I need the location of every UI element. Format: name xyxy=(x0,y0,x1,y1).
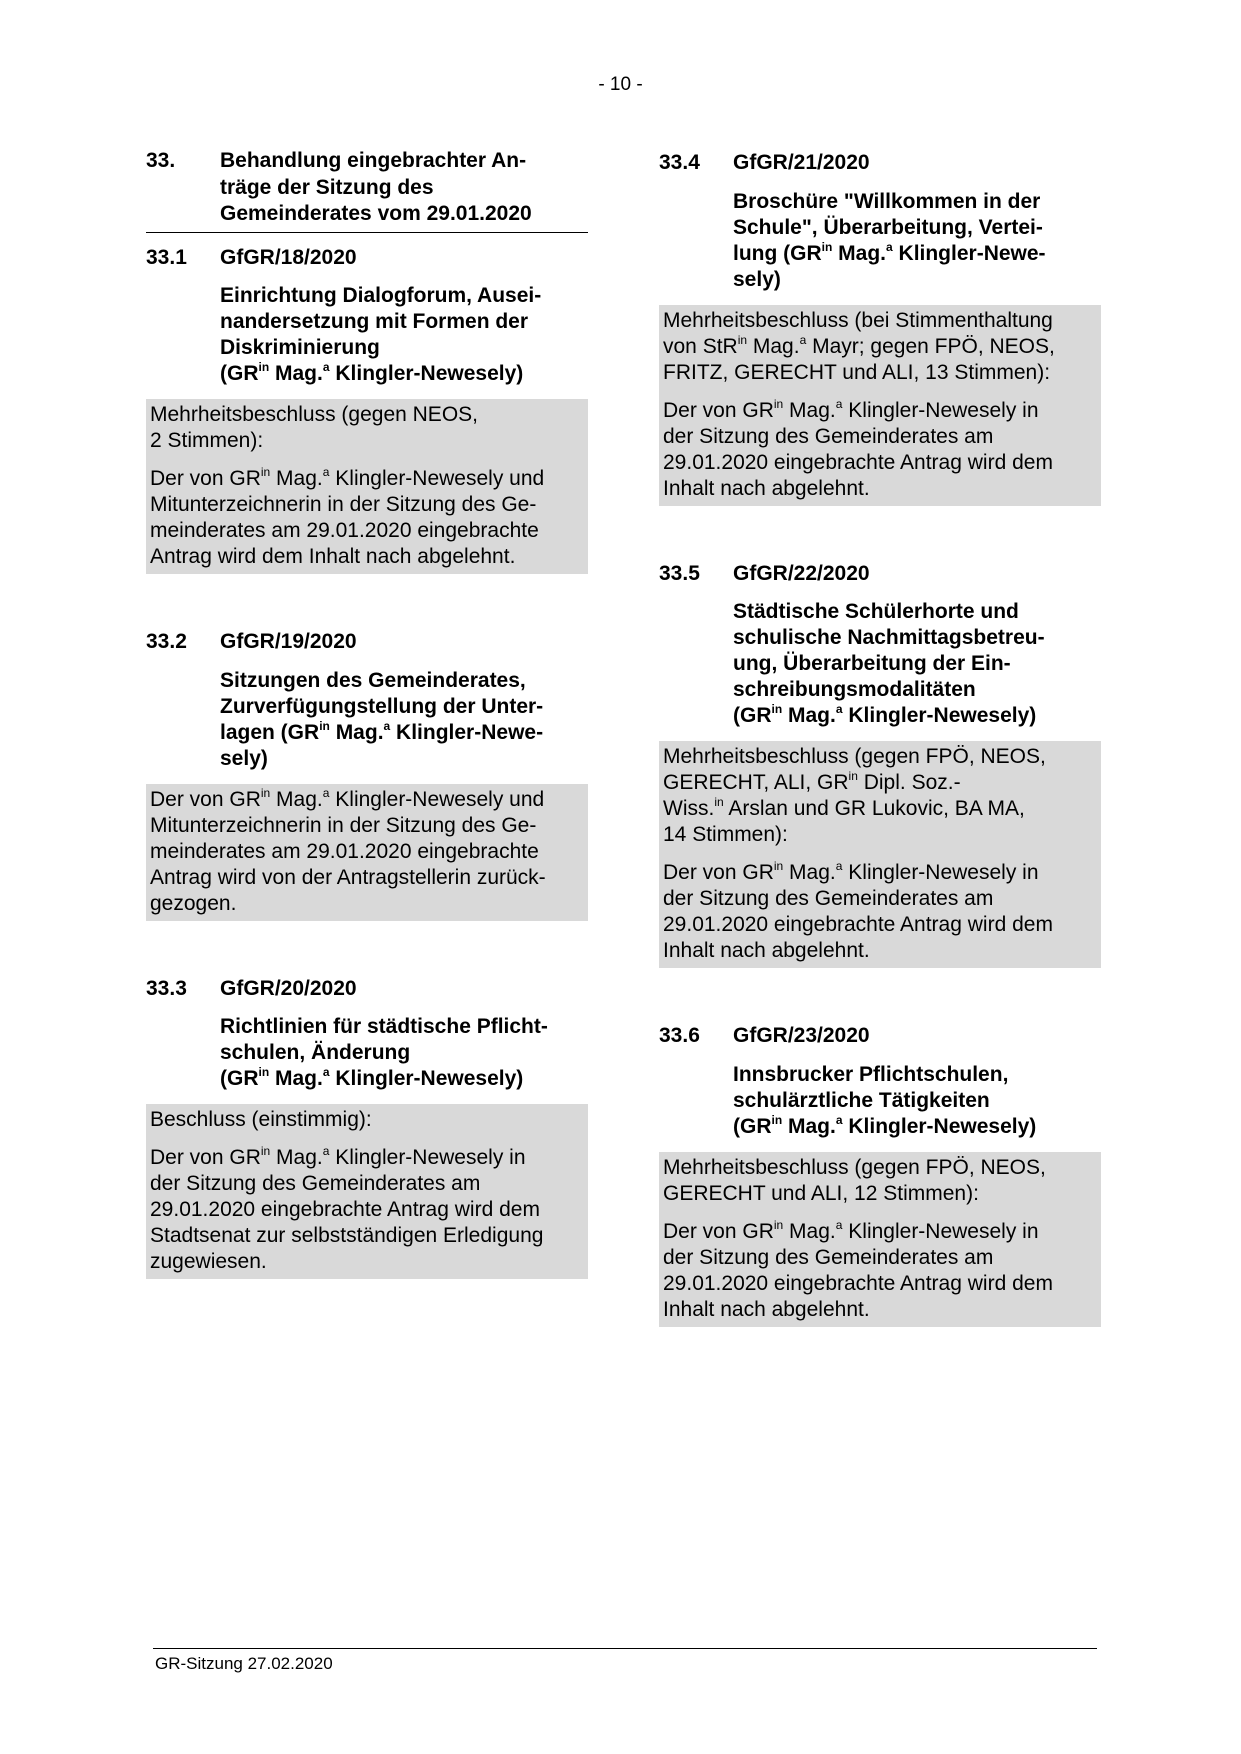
item-number: 33.2 xyxy=(146,630,187,653)
item-number: 33.3 xyxy=(146,976,187,1000)
decision-text: Mehrheitsbeschluss (gegen FPÖ, NEOS, xyxy=(663,1155,1046,1179)
item-heading xyxy=(146,245,588,272)
item-heading xyxy=(659,1023,1101,1050)
section-title: Behandlung eingebrachter An- träge der Sitzung des Gemeinderates vom 29.01.2020 xyxy=(220,149,532,225)
decision-box: Der von $GR^{in}$ Mag.$^a$ Klingler-Newesely und Mitunterzeichnerin in der Sitzung des Ge- meinderates am 29.01.2020 eingebrachte Antrag wird von der Antragstellerin zurück- gezogen. xyxy=(146,784,588,921)
agenda-item-33-1 xyxy=(146,245,588,575)
item-heading xyxy=(659,561,1101,588)
footer-divider xyxy=(153,1648,1097,1649)
item-number: 33.6 xyxy=(659,1024,700,1047)
agenda-item-33-4 xyxy=(659,150,1101,506)
resolution-text: Der von $GR^{in}$ Mag.$^a$ Klingler-Newesely und xyxy=(150,785,545,811)
resolution-text: Der von $GR^{in}$ Mag.$^a$ Klingler-Newesely und xyxy=(150,465,545,490)
decision-text: Mehrheitsbeschluss (bei Stimmenthaltung xyxy=(663,308,1053,332)
agenda-item-33-5 xyxy=(659,561,1101,969)
item-heading xyxy=(146,629,588,656)
item-number: 33.4 xyxy=(659,151,700,174)
resolution-text: Der von $GR^{in}$ Mag.$^a$ Klingler-Newesely in xyxy=(663,1217,1039,1243)
item-title: Sitzungen des Gemeinderates, Zurverfügungstellung der Unter- lagen ($GR^{in}$ Mag.$^a$ Klingler-Newe- sely) xyxy=(220,668,544,770)
agenda-item-33-2 xyxy=(146,629,588,921)
item-title: Richtlinien für städtische Pflicht- schulen, Änderung ($GR^{in}$ Mag.$^a$ Klingler-Newesely) xyxy=(220,1015,548,1090)
item-code: GfGR/21/2020 xyxy=(733,151,870,174)
decision-text: Mehrheitsbeschluss (gegen FPÖ, NEOS, xyxy=(663,745,1046,768)
decision-box: Mehrheitsbeschluss (bei Stimmenthaltung von StR$^{in}$ Mag.$^a$ Mayr; gegen FPÖ, NEOS, FRITZ, GERECHT und ALI, 13 Stimmen): Der von $GR^{in}$ Mag.$^a$ Klingler-Newesely in der Sitzung des Gemeinderates am 29.01.2020 eingebrachte Antrag wird dem Inhalt nach abgelehnt. xyxy=(659,305,1101,506)
item-number: 33.1 xyxy=(146,245,187,269)
item-title: Innsbrucker Pflichtschulen, schulärztliche Tätigkeiten ($GR^{in}$ Mag.$^a$ Klingler-Newesely) xyxy=(733,1062,1037,1138)
item-title: Einrichtung Dialogforum, Ausei- nandersetzung mit Formen der Diskriminierung ($GR^{in}$ Mag.$^a$ Klingler-Newesely) xyxy=(220,284,542,385)
right-column xyxy=(659,148,1101,1382)
decision-text: Beschluss (einstimmig): xyxy=(150,1108,372,1131)
section-heading xyxy=(146,148,588,233)
decision-box: Mehrheitsbeschluss (gegen FPÖ, NEOS, GERECHT, ALI, $GR^{in}$ Dipl. Soz.- Wiss.$^{in}$ Arslan und GR Lukovic, BA MA, 14 Stimmen): Der von $GR^{in}$ Mag.$^a$ Klingler-Newesely in der Sitzung des Gemeinderates am 29.01.2020 eingebrachte Antrag wird dem Inhalt nach abgelehnt. xyxy=(659,741,1101,968)
decision-box: Beschluss (einstimmig): Der von $GR^{in}$ Mag.$^a$ Klingler-Newesely in der Sitzung des Gemeinderates am 29.01.2020 eingebrachte Antrag wird dem Stadtsenat zur selbstständigen Erledigung zugewiesen. xyxy=(146,1104,588,1279)
item-heading xyxy=(146,976,588,1003)
left-column xyxy=(146,148,588,1334)
page-number: - 10 - xyxy=(598,74,643,95)
item-heading xyxy=(659,150,1101,177)
agenda-item-33-3 xyxy=(146,976,588,1280)
item-title: Städtische Schülerhorte und schulische Nachmittagsbetreu- ung, Überarbeitung der Ein- schreibungsmodalitäten ($GR^{in}$ Mag.$^a$ Klingler-Newesely) xyxy=(733,600,1045,727)
decision-box: Mehrheitsbeschluss (gegen FPÖ, NEOS, GERECHT und ALI, 12 Stimmen): Der von $GR^{in}$ Mag.$^a$ Klingler-Newesely in der Sitzung des Gemeinderates am 29.01.2020 eingebrachte Antrag wird dem Inhalt nach abgelehnt. xyxy=(659,1152,1101,1327)
item-code: GfGR/23/2020 xyxy=(733,1024,870,1047)
resolution-text: Der von $GR^{in}$ Mag.$^a$ Klingler-Newesely in xyxy=(663,396,1039,422)
section-number: 33. xyxy=(146,149,176,172)
footer-text: GR-Sitzung 27.02.2020 xyxy=(155,1654,333,1673)
decision-text: Mehrheitsbeschluss (gegen NEOS, xyxy=(150,403,478,426)
item-code: GfGR/19/2020 xyxy=(220,630,357,653)
resolution-text: Der von $GR^{in}$ Mag.$^a$ Klingler-Newesely in xyxy=(663,859,1039,884)
item-code: GfGR/18/2020 xyxy=(220,245,357,269)
item-number: 33.5 xyxy=(659,561,700,585)
item-title: Broschüre "Willkommen in der Schule", Überarbeitung, Vertei- lung ($GR^{in}$ Mag.$^a$ Klingler-Newe- sely) xyxy=(733,189,1046,291)
item-code: GfGR/20/2020 xyxy=(220,976,357,1000)
resolution-text: Der von $GR^{in}$ Mag.$^a$ Klingler-Newesely in xyxy=(150,1144,526,1169)
decision-box: Mehrheitsbeschluss (gegen NEOS, 2 Stimmen): Der von $GR^{in}$ Mag.$^a$ Klingler-Newesely und Mitunterzeichnerin in der Sitzung des Ge- meinderates am 29.01.2020 eingebrachte Antrag wird dem Inhalt nach abgelehnt. xyxy=(146,399,588,574)
agenda-item-33-6 xyxy=(659,1023,1101,1327)
item-code: GfGR/22/2020 xyxy=(733,561,870,585)
